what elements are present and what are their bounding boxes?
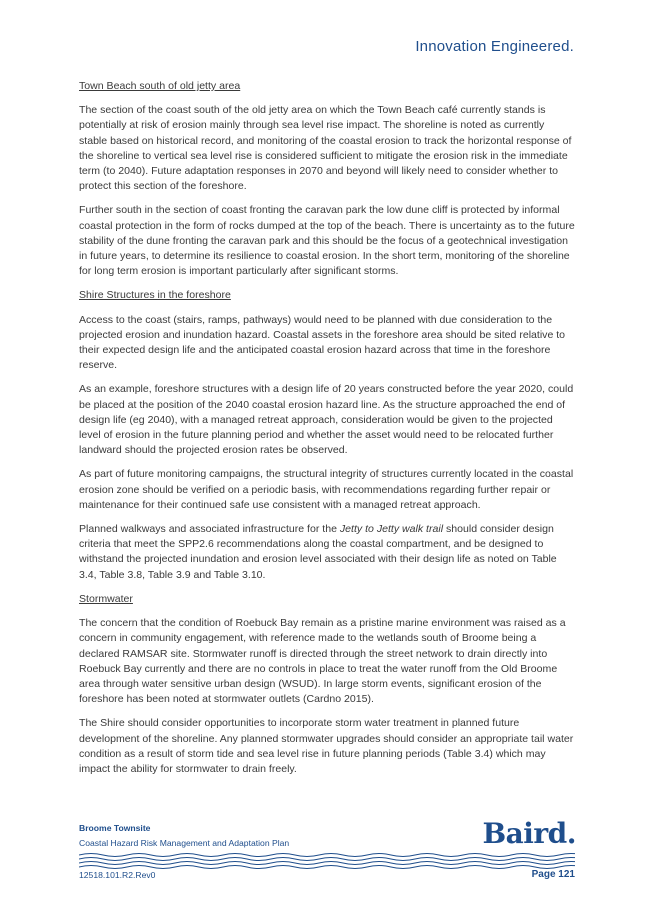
document-body (79, 79, 575, 786)
paragraph: The Shire should consider opportunities to incorporate storm water treatment in planned future development of the shoreline. Any planned stormwater upgrades should consider an appropriate tail water condition as a result of storm tide and sea level rise in future planning periods (Table 3.4) which may impact the ability for stormwater to drain freely. (79, 717, 574, 775)
footer-doc-title: Broome Townsite (79, 823, 151, 833)
paragraph: As part of future monitoring campaigns, the structural integrity of structures currently located in the coastal erosion zone should be verified on a periodic basis, with recommendations regarding further repair or maintenance for their continued safe use consistent with a managed retreat approach. (79, 468, 574, 511)
paragraph: Further south in the section of coast fronting the caravan park the low dune cliff is protected by informal coastal protection in the form of rocks dumped at the top of the beach. There is uncertainty as to the future stability of the dune fronting the caravan park and this should be the focus of a geotechnical investigation in future years, to determine its resilience to coastal erosion. In the short term, monitoring of the shoreline for long term erosion is important particularly after significant storms. (79, 204, 575, 278)
baird-logo: Baird. (482, 817, 576, 850)
footer-wave-divider (79, 851, 575, 871)
page-footer (79, 817, 576, 880)
paragraph (79, 522, 575, 583)
header-tagline: Innovation Engineered. (415, 38, 574, 55)
text-run: should consider design criteria that meet the SPP2.6 recommendations along the coastal compartment, and be designed to withstand the projected inundation and erosion level associated with their design life as noted on Table 3.4, Table 3.8, Table 3.9 and Table 3.10. (79, 523, 557, 581)
walk-trail-name: Jetty to Jetty walk trail (339, 523, 444, 536)
paragraph: The concern that the condition of Roebuck Bay remain as a pristine marine environment was raised as a concern in community engagement, with reference made to the wetlands south of Broome being a declared RAMSAR site. Stormwater runoff is directed through the street network to drain directly into Roebuck Bay currently and there are no controls in place to treat the water runoff from the Old Broome area through water sensitive urban design (WSUD). In large storm events, significant erosion of the foreshore has been noted at stormwater outlets (Cardno 2015). (79, 617, 566, 706)
section-heading-stormwater: Stormwater (79, 592, 133, 605)
paragraph: As an example, foreshore structures with a design life of 20 years constructed before the year 2020, could be placed at the position of the 2040 coastal erosion hazard line. As the structure approached the end of design life (eg 2040), with a managed retreat approach, consideration would be given to the projected level of erosion in the future planning period and whether the asset would need to be relocated further landward should the projected erosion rates be observed. (79, 383, 574, 457)
section-heading-shire-structures: Shire Structures in the foreshore (79, 289, 231, 302)
page-number: Page 121 (531, 869, 575, 880)
paragraph: Access to the coast (stairs, ramps, pathways) would need to be planned with due consideration to the projected erosion and inundation hazard. Coastal assets in the foreshore area should be sited relative to their expected design life and the anticipated coastal erosion hazard across that time in the foreshore reserve. (79, 313, 566, 372)
section-heading-town-beach: Town Beach south of old jetty area (79, 80, 241, 92)
text-run: Planned walkways and associated infrastructure for the (79, 523, 340, 536)
footer-report-reference: 12518.101.R2.Rev0 (79, 870, 156, 880)
paragraph: The section of the coast south of the old jetty area on which the Town Beach café currently stands is potentially at risk of erosion mainly through sea level rise impact. The shoreline is noted as currently stable based on historical record, and monitoring of the coastal erosion to track the horizontal response of the shoreline to vertical sea level rise is considered sufficient to mitigate the erosion risk in the immediate term (to 2040). Future adaptation responses in 2070 and beyond will likely need to consider whether to protect this section of the foreshore. (79, 104, 572, 193)
footer-doc-subtitle: Coastal Hazard Risk Management and Adaptation Plan (79, 838, 290, 848)
